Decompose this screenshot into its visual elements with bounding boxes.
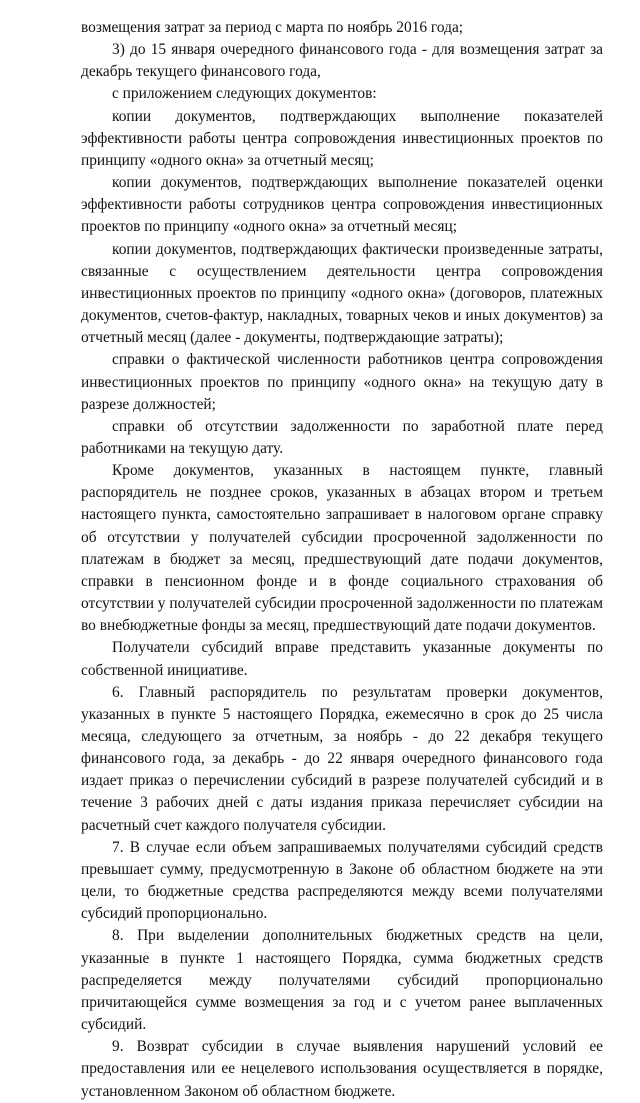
paragraph-item-7: 7. В случае если объем запрашиваемых получателями субсидий средств превышает сумму, предусмотренную в Законе об областном бюджете на эти цели, то бюджетные средства распределяются между всеми получателями субсидий пропорционально. [81,838,603,923]
paragraph-own-initiative: Получатели субсидий вправе представить указанные документы по собственной инициативе. [81,639,603,679]
paragraph-expense-documents: копии документов, подтверждающих фактически произведенные затраты, связанные с осуществлением деятельности центра сопровождения инвестиционных проектов по принципу «одного окна» (договоров, платежных документов, счетов-фактур, накладных, товарных чеков и иных документов) за отчетный месяц (далее - документы, подтверждающие затраты); [81,240,603,347]
paragraph-headcount-certificate: справки о фактической численности работников центра сопровождения инвестиционных проектов по принципу «одного окна» на текущую дату в разрезе должностей; [81,351,603,413]
paragraph-no-wage-debt-certificate: справки об отсутствии задолженности по заработной плате перед работниками на текущую дату. [81,417,603,457]
paragraph-staff-efficiency: копии документов, подтверждающих выполнение показателей оценки эффективности работы сотрудников центра сопровождения инвестиционных проектов по принципу «одного окна» за отчетный месяц; [81,174,603,236]
paragraph-item-8: 8. При выделении дополнительных бюджетных средств на цели, указанные в пункте 1 настоящего Порядка, сумма бюджетных средств распределяется между получателями субсидий пропорционально причитающейся сумме возмещения за год и с учетом ранее выплаченных субсидий. [81,927,603,1034]
paragraph-item-6: 6. Главный распорядитель по результатам проверки документов, указанных в пункте 5 настоящего Порядка, ежемесячно в срок до 25 числа месяца, следующего за отчетным, за ноябрь - до 22 декабря текущего финансового года, за декабрь - до 22 января очередного финансового года издает приказ о перечислении субсидий в разрезе получателей субсидий и в течение 3 рабочих дней с даты издания приказа перечисляет субсидии на расчетный счет каждого получателя субсидии. [81,683,603,834]
paragraph-tax-authority-request: Кроме документов, указанных в настоящем пункте, главный распорядитель не позднее сроков, указанных в абзацах втором и третьем настоящего пункта, самостоятельно запрашивает в налоговом органе справку об отсутствии у получателей субсидии просроченной задолженности по платежам в бюджет за месяц, предшествующий дате подачи документов, справки в пенсионном фонде и в фонде социального страхования об отсутствии у получателей субсидии просроченной задолженности по платежам во внебюджетные фонды за месяц, предшествующий дате подачи документов. [81,462,603,635]
paragraph-performance-indicators: копии документов, подтверждающих выполнение показателей эффективности работы центра сопровождения инвестиционных проектов по принципу «одного окна» за отчетный месяц; [81,107,603,169]
document-page [81,17,603,1103]
paragraph-item-3-deadline: 3) до 15 января очередного финансового года - для возмещения затрат за декабрь текущего финансового года, [81,41,603,81]
paragraph-continuation-period: возмещения затрат за период с марта по ноябрь 2016 года; [81,19,464,36]
paragraph-item-9: 9. Возврат субсидии в случае выявления нарушений условий ее предоставления или ее нецелевого использования осуществляется в порядке, установленном Законом об областном бюджете. [81,1038,603,1100]
paragraph-attached-documents-intro: с приложением следующих документов: [112,85,377,103]
